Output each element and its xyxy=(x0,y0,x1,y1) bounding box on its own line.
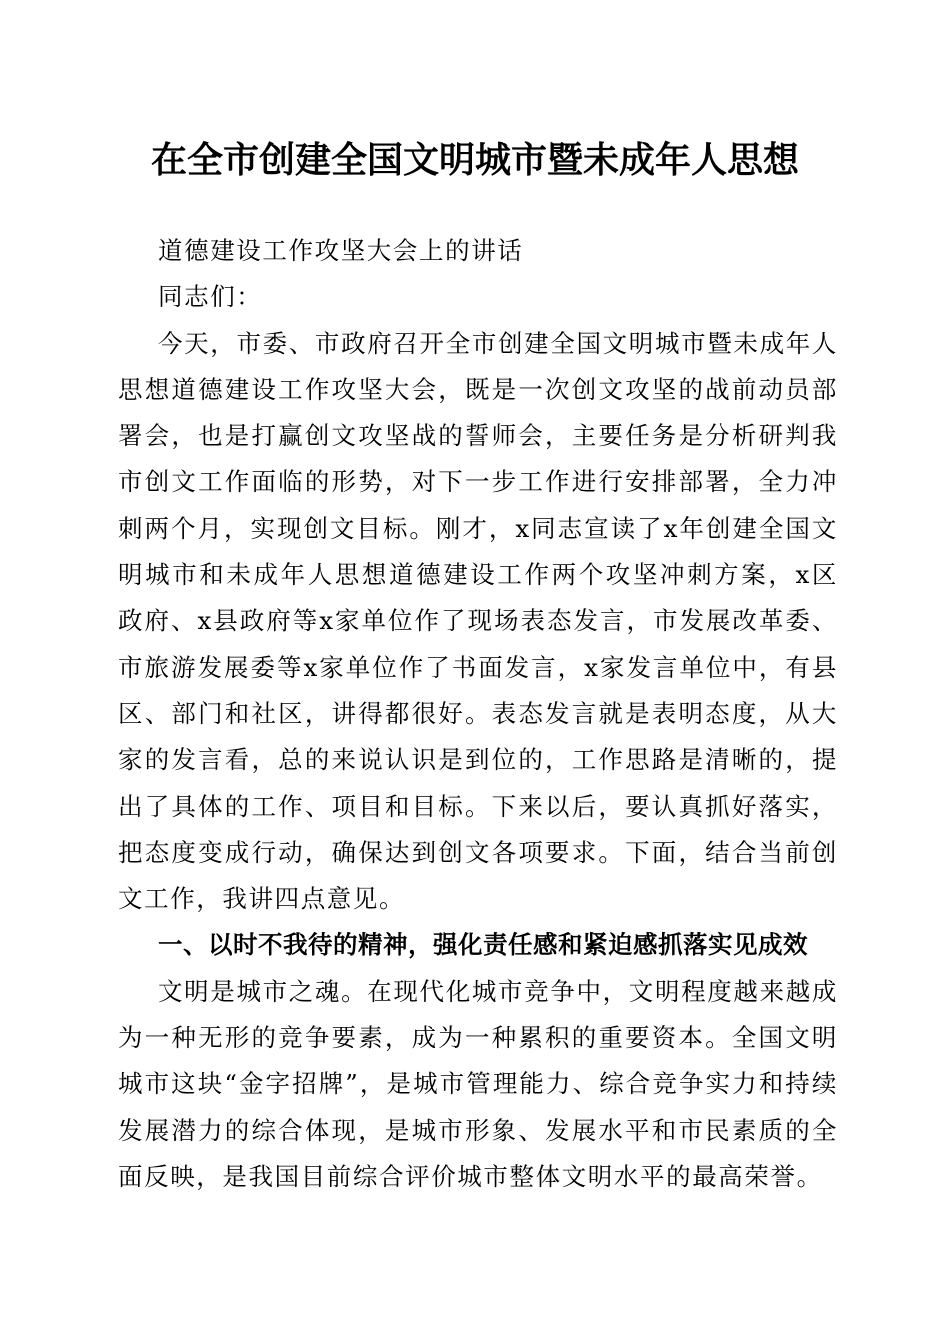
salutation: 同志们： xyxy=(158,282,263,312)
intro-paragraph: 今天，市委、市政府召开全市创建全国文明城市暨未成年人思想道德建设工作攻坚大会，既是一次创文攻坚的战前动员部署会，也是打赢创文攻坚战的誓师会，主要任务是分析研判我市创文工作面临的形势，对下一步工作进行安排部署，全力冲刺两个月，实现创文目标。刚才，x同志宣读了x年创建全国文明城市和未成年人思想道德建设工作两个攻坚冲刺方案，x区政府、x县政府等x家单位作了现场表态发言，市发展改革委、市旅游发展委等x家单位作了书面发言，x家发言单位中，有县区、部门和社区，讲得都很好。表态发言就是表明态度，从大家的发言看，总的来说认识是到位的，工作思路是清晰的，提出了具体的工作、项目和目标。下来以后，要认真抓好落实，把态度变成行动，确保达到创文各项要求。下面，结合当前创文工作，我讲四点意见。 xyxy=(118,328,838,914)
document-body xyxy=(118,228,838,1200)
section-1-paragraph: 文明是城市之魂。在现代化城市竞争中，文明程度越来越成为一种无形的竞争要素，成为一种累积的重要资本。全国文明城市这块“金字招牌”，是城市管理能力、综合竞争实力和持续发展潜力的综合体现，是城市形象、发展水平和市民素质的全面反映，是我国目前综合评价城市整体文明水平的最高荣誉。 xyxy=(118,976,838,1191)
document-title: 在全市创建全国文明城市暨未成年人思想 xyxy=(150,139,799,181)
document-subtitle: 道德建设工作攻坚大会上的讲话 xyxy=(158,236,524,265)
section-1-heading: 一、以时不我待的精神，强化责任感和紧迫感抓落实见成效 xyxy=(158,930,808,960)
